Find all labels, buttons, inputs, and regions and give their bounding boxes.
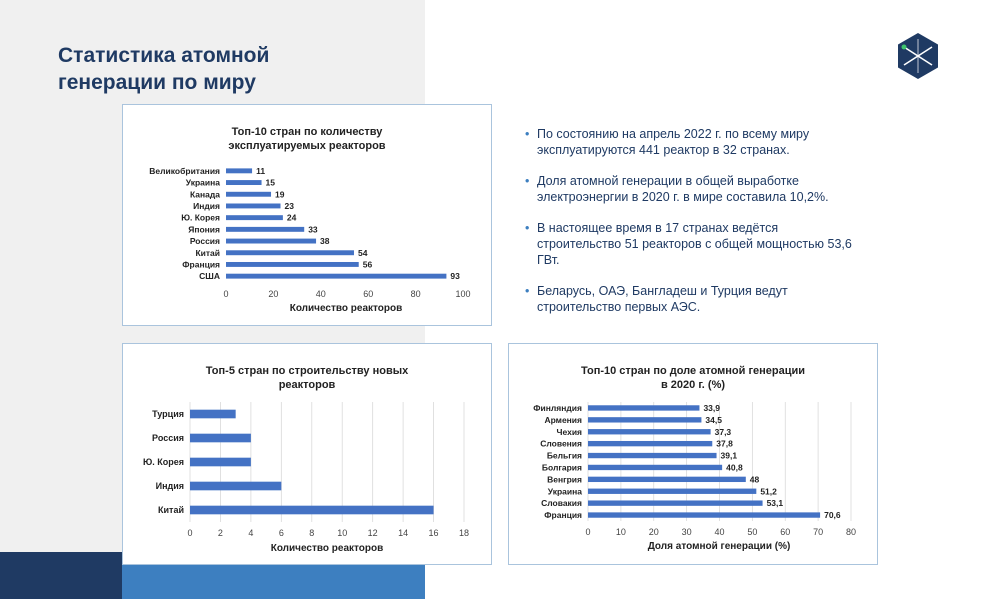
bar [226, 203, 281, 208]
tick-label: 60 [780, 527, 791, 537]
tick-label: 10 [337, 528, 348, 538]
tick-label: 50 [747, 527, 758, 537]
chart-card-operating-reactors [122, 104, 492, 326]
chart-card-nuclear-share [508, 343, 878, 565]
category-label: Ю. Корея [181, 212, 220, 223]
category-label: Канада [189, 189, 220, 200]
category-label: Япония [188, 224, 220, 235]
category-label: Турция [152, 409, 184, 419]
bar [588, 500, 763, 505]
category-label: Ю. Корея [142, 457, 184, 467]
facts-list [525, 126, 855, 330]
tick-label: 10 [615, 527, 626, 537]
bar [226, 227, 304, 232]
page-title [58, 42, 269, 96]
category-label: Франция [182, 259, 220, 270]
tick-label: 4 [248, 528, 254, 538]
category-label: Словакия [541, 498, 582, 509]
tick-label: 2 [217, 528, 223, 538]
tick-label: 0 [187, 528, 193, 538]
bar [190, 434, 251, 443]
chart-title-line-2: в 2020 г. (%) [660, 379, 726, 391]
tick-label: 40 [315, 289, 326, 299]
chart-construction [123, 344, 491, 564]
bar [226, 192, 271, 197]
bar [226, 239, 316, 244]
data-label: 51,2 [760, 486, 777, 497]
category-label: Финляндия [533, 402, 582, 413]
chart-operating-reactors [123, 105, 491, 325]
footer-band-dark [0, 552, 122, 599]
chart-title-line-1: Топ-10 стран по количеству [231, 126, 383, 138]
category-label: США [199, 271, 220, 282]
footer-band-blue [122, 563, 425, 599]
bar [588, 477, 746, 482]
tick-label: 80 [410, 289, 421, 299]
x-axis-label: Количество реакторов [270, 543, 384, 554]
chart-title-line-1: Топ-5 стран по строительству новых [205, 365, 409, 377]
data-label: 34,5 [705, 414, 722, 425]
data-label: 56 [362, 259, 373, 270]
bar [226, 250, 354, 255]
tick-label: 30 [681, 527, 692, 537]
bar [588, 512, 820, 517]
bar [226, 274, 446, 279]
data-label: 53,1 [766, 498, 784, 509]
tick-label: 0 [223, 289, 229, 299]
category-label: Чехия [556, 426, 582, 437]
data-label: 93 [450, 271, 460, 282]
category-label: Бельгия [546, 450, 582, 461]
chart-nuclear-share [509, 344, 877, 564]
tick-label: 20 [648, 527, 659, 537]
bar [190, 458, 251, 467]
bar [226, 262, 359, 267]
category-label: Великобритания [149, 165, 220, 176]
category-label: Словения [540, 438, 582, 449]
bar [588, 465, 722, 470]
category-label: Индия [155, 481, 184, 491]
category-label: Россия [189, 236, 220, 247]
tick-label: 70 [813, 527, 824, 537]
data-label: 37,3 [714, 426, 732, 437]
data-label: 33 [308, 224, 318, 235]
category-label: Китай [158, 505, 184, 515]
tick-label: 8 [309, 528, 315, 538]
page-title-line-1: Статистика атомной [58, 44, 270, 67]
category-label: Украина [185, 177, 220, 188]
fact-item: • По состоянию на апрель 2022 г. по всему миру эксплуатируются 441 реактор в 32 странах. [525, 126, 855, 158]
chart-title-line-2: эксплуатируемых реакторов [228, 140, 386, 152]
category-label: Украина [547, 486, 582, 497]
bar [588, 453, 717, 458]
bar [588, 429, 711, 434]
fact-item: • Доля атомной генерации в общей выработке электроэнергии в 2020 г. в мире составила 10,2%. [525, 173, 855, 205]
bar [226, 180, 262, 185]
data-label: 54 [357, 247, 368, 258]
data-label: 37,8 [716, 438, 733, 449]
company-logo-icon [893, 31, 943, 81]
data-label: 40,8 [726, 462, 743, 473]
tick-label: 12 [367, 528, 378, 538]
bar [588, 489, 756, 494]
category-label: Франция [544, 510, 582, 521]
chart-title-line-1: Топ-10 стран по доле атомной генерации [580, 365, 806, 377]
category-label: Армения [544, 414, 582, 425]
x-axis-label: Количество реакторов [289, 303, 403, 314]
data-label: 19 [275, 189, 285, 200]
category-label: Индия [193, 200, 220, 211]
bar [190, 482, 281, 491]
category-label: Китай [195, 247, 220, 258]
bar [588, 417, 701, 422]
bar [588, 405, 699, 410]
tick-label: 6 [278, 528, 284, 538]
tick-label: 80 [845, 527, 857, 537]
data-label: 48 [749, 474, 760, 485]
tick-label: 16 [428, 528, 439, 538]
x-axis-label: Доля атомной генерации (%) [647, 541, 791, 552]
fact-item: • В настоящее время в 17 странах ведётся строительство 51 реакторов с общей мощностью 53,6 ГВт. [525, 220, 855, 268]
bar [226, 215, 283, 220]
category-label: Венгрия [547, 474, 582, 485]
tick-label: 100 [455, 289, 471, 299]
bar [588, 441, 712, 446]
fact-item: • Беларусь, ОАЭ, Бангладеш и Турция ведут строительство первых АЭС. [525, 283, 855, 315]
data-label: 23 [284, 200, 294, 211]
category-label: Болгария [541, 462, 582, 473]
data-label: 24 [286, 212, 297, 223]
data-label: 38 [320, 236, 330, 247]
chart-title-line-2: реакторов [278, 379, 336, 391]
tick-label: 60 [363, 289, 374, 299]
tick-label: 20 [268, 289, 279, 299]
bar [190, 506, 434, 515]
data-label: 33,9 [703, 402, 720, 413]
chart-card-construction [122, 343, 492, 565]
bar [226, 168, 252, 173]
data-label: 39,1 [720, 450, 738, 461]
tick-label: 18 [458, 528, 470, 538]
tick-label: 0 [585, 527, 591, 537]
bar [190, 410, 236, 419]
data-label: 15 [265, 177, 276, 188]
page-title-line-2: генерации по миру [58, 71, 256, 94]
tick-label: 14 [398, 528, 409, 538]
category-label: Россия [152, 433, 184, 443]
data-label: 11 [256, 165, 266, 176]
tick-label: 40 [714, 527, 725, 537]
data-label: 70,6 [824, 510, 841, 521]
